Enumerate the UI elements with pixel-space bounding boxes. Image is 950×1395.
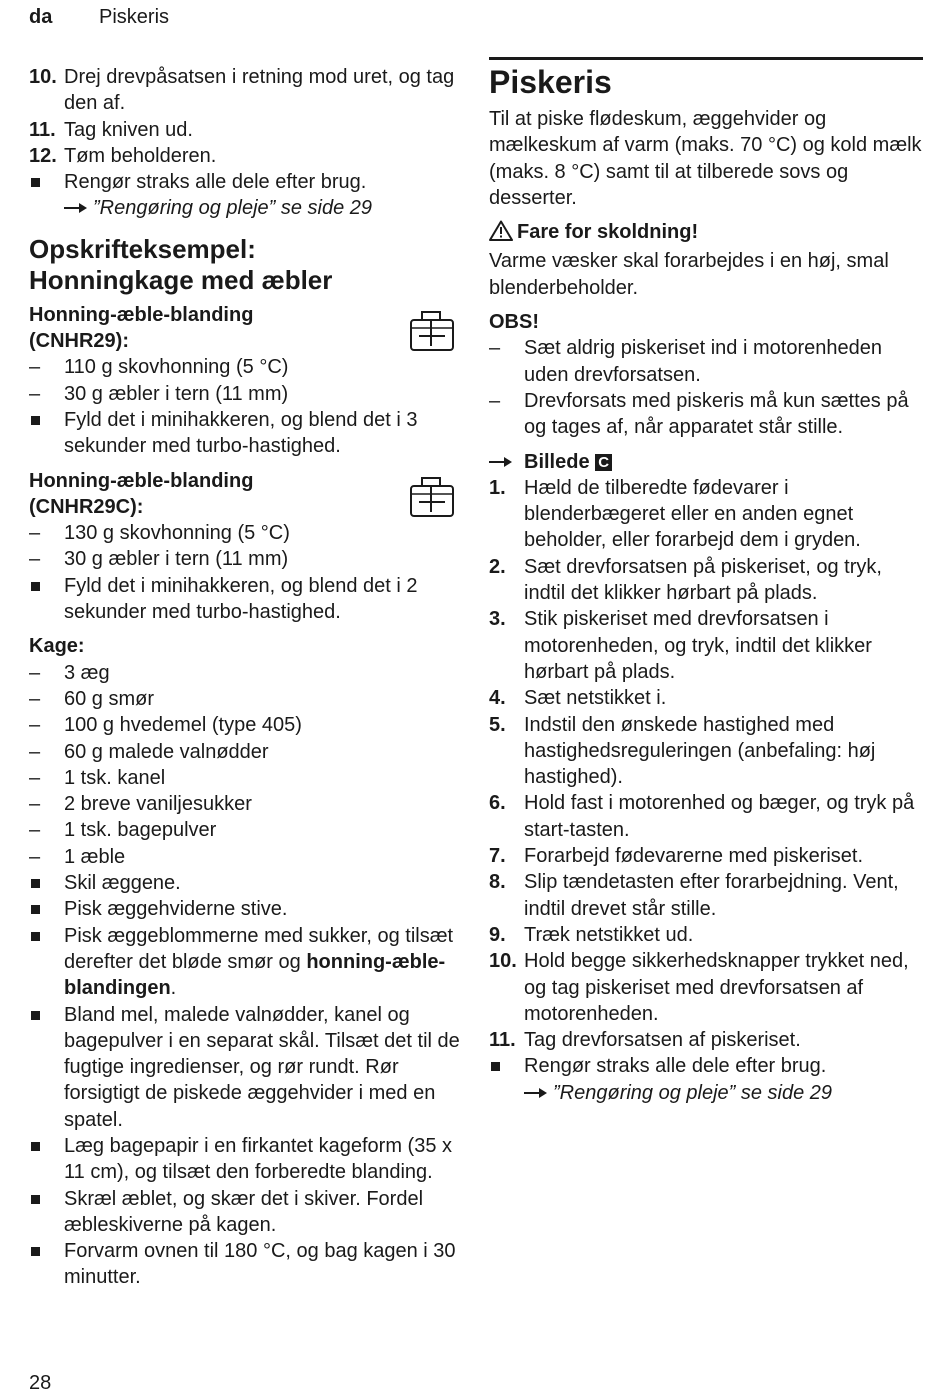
dash-marker: –	[29, 714, 41, 737]
ingredient-text: 1 æble	[64, 845, 126, 868]
ingredient-text: 30 g æbler i tern (11 mm)	[64, 548, 289, 571]
figure-reference	[489, 449, 924, 475]
step-text: Tøm beholderen.	[64, 144, 217, 167]
minichopper-icon	[409, 474, 455, 520]
step-number: 10.	[489, 950, 517, 973]
bullet-item	[29, 1133, 465, 1186]
step-text: Sæt netstikket i.	[524, 687, 667, 710]
mix2-section	[29, 468, 465, 626]
ingredient-text: 30 g æbler i tern (11 mm)	[64, 382, 289, 405]
ingredient-item	[29, 660, 465, 686]
ingredient-text: 60 g malede valnødder	[64, 740, 269, 763]
step-text: Indstil den ønskede hastighed med hastighedsreguleringen (anbefaling: høj hastighed).	[524, 713, 876, 789]
arrow-right-icon	[524, 1080, 553, 1106]
warning-heading	[489, 219, 924, 248]
square-bullet-icon	[31, 879, 40, 888]
bullet-text: Læg bagepapir i en firkantet kageform (35 x 11 cm), og tilsæt den forberedte blanding.	[64, 1134, 452, 1184]
obs-item	[489, 335, 924, 388]
square-bullet-icon	[31, 416, 40, 425]
dash-marker: –	[489, 337, 501, 360]
step-number: 11.	[489, 1029, 516, 1052]
obs-text: Sæt aldrig piskeriset ind i motorenheden uden drevforsatsen.	[524, 337, 882, 386]
step-number: 4.	[489, 687, 506, 710]
bullet-text: Forvarm ovnen til 180 °C, og bag kagen i 30 minutter.	[64, 1240, 456, 1289]
ingredient-item	[29, 546, 465, 572]
reference-text: ”Rengøring og pleje” se side 29	[93, 197, 373, 220]
step-1	[489, 475, 924, 554]
step-5	[489, 712, 924, 791]
step-4	[489, 685, 924, 711]
bullet-text: Fyld det i minihakkeren, og blend det i 3 sekunder med turbo-hastighed.	[64, 408, 418, 458]
cross-reference	[29, 195, 465, 221]
warning-title: Fare for skoldning!	[517, 221, 699, 244]
step-number: 3.	[489, 608, 506, 631]
bullet-item	[29, 573, 465, 626]
step-text: Hold begge sikkerhedsknapper trykket ned, og tag piskeriset med drevforsatsen af motorenheden.	[524, 950, 909, 1025]
ingredient-item	[29, 765, 465, 791]
left-column	[29, 64, 465, 1291]
section-rule	[489, 57, 923, 60]
dash-marker: –	[29, 793, 41, 816]
step-11	[489, 1027, 924, 1053]
step-number: 5.	[489, 713, 506, 736]
step-text: Tag kniven ud.	[64, 118, 193, 141]
bullet-item	[29, 1238, 465, 1291]
step-text: Sæt drevforsatsen på piskeriset, og tryk, indtil det klikker hørbart på plads.	[524, 555, 882, 605]
step-number: 8.	[489, 871, 506, 894]
step-text: Hæld de tilberedte fødevarer i blenderbægeret eller en anden egnet beholder, eller forarbejd dem i gryden.	[524, 476, 861, 552]
step-11	[29, 117, 465, 143]
mix1-title-line-1: Honning-æble-blanding	[29, 303, 254, 326]
minichopper-icon	[409, 308, 455, 354]
bullet-text: Rengør straks alle dele efter brug.	[524, 1055, 827, 1078]
step-number: 2.	[489, 555, 506, 578]
step-2	[489, 554, 924, 607]
ingredient-text: 110 g skovhonning (5 °C)	[64, 356, 289, 379]
step-8	[489, 869, 924, 922]
reference-text: ”Rengøring og pleje” se side 29	[553, 1081, 833, 1104]
step-number: 10.	[29, 66, 57, 88]
step-text: Hold fast i motorenhed og bæger, og tryk på start-tasten.	[524, 792, 915, 841]
square-bullet-icon	[31, 1011, 40, 1020]
arrow-right-icon	[489, 449, 524, 475]
ingredient-item	[29, 844, 465, 870]
dash-marker: –	[29, 356, 41, 379]
step-6	[489, 790, 924, 843]
step-number: 7.	[489, 845, 506, 868]
step-text: Slip tændetasten efter forarbejdning. Vent, indtil drevet står stille.	[524, 871, 899, 920]
ingredient-text: 2 breve vaniljesukker	[64, 793, 252, 816]
bullet-item	[29, 923, 465, 1002]
cake-title: Kage:	[29, 635, 85, 658]
step-9	[489, 922, 924, 948]
dash-marker: –	[29, 522, 41, 545]
ingredient-item	[29, 381, 465, 407]
mix1-section	[29, 302, 465, 460]
bullet-item	[29, 1002, 465, 1133]
step-number: 9.	[489, 923, 506, 946]
bullet-text: Rengør straks alle dele efter brug.	[64, 171, 367, 194]
bullet-item	[29, 407, 465, 460]
ingredient-text: 60 g smør	[64, 687, 155, 710]
bullet-text: Skræl æblet, og skær det i skiver. Fordel æbleskiverne på kagen.	[64, 1187, 424, 1236]
ingredient-text: 1 tsk. bagepulver	[64, 819, 217, 842]
step-number: 6.	[489, 792, 506, 815]
right-column	[489, 62, 924, 1106]
bullet-item	[489, 1053, 924, 1079]
dash-marker: –	[489, 389, 501, 412]
step-text: Forarbejd fødevarerne med piskeriset.	[524, 845, 864, 868]
step-10	[489, 948, 924, 1027]
bullet-item	[29, 896, 465, 922]
ingredient-item	[29, 712, 465, 738]
obs-text: Drevforsats med piskeris må kun sættes på og tages af, når apparatet står stille.	[524, 389, 909, 439]
recipe-title-line-2: Honningkage med æbler	[29, 264, 333, 295]
mix2-title-line-1: Honning-æble-blanding	[29, 469, 254, 492]
square-bullet-icon	[31, 932, 40, 941]
bullet-text-bold: honning-æble-blandingen	[64, 950, 446, 1000]
step-12	[29, 143, 465, 169]
square-bullet-icon	[31, 1247, 40, 1256]
dash-marker: –	[29, 766, 41, 789]
running-header	[29, 6, 170, 29]
step-7	[489, 843, 924, 869]
bullet-text: Fyld det i minihakkeren, og blend det i 2 sekunder med turbo-hastighed.	[64, 574, 418, 624]
square-bullet-icon	[31, 178, 40, 187]
mix2-title	[29, 468, 465, 521]
dash-marker: –	[29, 382, 41, 405]
mix2-title-line-2: (CNHR29C):	[29, 495, 144, 518]
square-bullet-icon	[31, 1195, 40, 1204]
figure-letter-badge: C	[595, 454, 612, 471]
bullet-text-end: .	[170, 977, 177, 1000]
dash-marker: –	[29, 845, 41, 868]
dash-marker: –	[29, 687, 41, 710]
step-text: Drej drevpåsatsen i retning mod uret, og tag den af.	[64, 66, 455, 115]
bullet-text: Pisk æggeblommerne med sukker, og tilsæt derefter det bløde smør og	[64, 924, 454, 973]
step-3	[489, 606, 924, 685]
ingredient-item	[29, 739, 465, 765]
dash-marker: –	[29, 740, 41, 763]
ingredient-item	[29, 817, 465, 843]
square-bullet-icon	[491, 1062, 500, 1071]
bullet-text: Pisk æggehviderne stive.	[64, 898, 288, 921]
ingredient-item	[29, 791, 465, 817]
mix1-title-line-2: (CNHR29):	[29, 330, 129, 353]
square-bullet-icon	[31, 1142, 40, 1151]
ingredient-item	[29, 686, 465, 712]
step-number: 1.	[489, 476, 506, 499]
step-number: 12.	[29, 144, 57, 167]
warning-text: Varme væsker skal forarbejdes i en høj, smal blenderbeholder.	[489, 250, 889, 299]
ingredient-item	[29, 520, 465, 546]
step-text: Tag drevforsatsen af piskeriset.	[524, 1029, 801, 1052]
step-number: 11.	[29, 118, 56, 141]
square-bullet-icon	[31, 582, 40, 591]
obs-heading: OBS!	[489, 311, 539, 334]
recipe-title-line-1: Opskrifteksempel:	[29, 233, 256, 264]
obs-item	[489, 388, 924, 441]
dash-marker: –	[29, 548, 41, 571]
step-10	[29, 64, 465, 117]
bullet-item	[29, 169, 465, 195]
cross-reference	[489, 1080, 924, 1106]
intro-text: Til at piske flødeskum, æggehvider og mælkeskum af varm (maks. 70 °C) og kold mælk (maks. 8 °C) samt til at tilberede sovs og desserter.	[489, 108, 922, 209]
bullet-item	[29, 1186, 465, 1239]
language-code: da	[29, 6, 53, 28]
bullet-item	[29, 870, 465, 896]
ingredient-text: 3 æg	[64, 661, 110, 684]
ingredient-text: 130 g skovhonning (5 °C)	[64, 522, 290, 545]
dash-marker: –	[29, 819, 41, 842]
mix1-title	[29, 302, 465, 355]
page-title: Piskeris	[489, 64, 612, 100]
arrow-right-icon	[64, 195, 93, 221]
figure-label: Billede	[524, 450, 590, 473]
step-text: Træk netstikket ud.	[524, 923, 694, 946]
page-number: 28	[29, 1372, 52, 1394]
dash-marker: –	[29, 661, 41, 684]
bullet-text: Bland mel, malede valnødder, kanel og bagepulver i en separat skål. Tilsæt det til de fugtige ingredienser, og rør rundt. Rør forsigtigt de piskede æggehvider i med en spatel.	[64, 1003, 460, 1131]
ingredient-item	[29, 354, 465, 380]
ingredient-text: 1 tsk. kanel	[64, 766, 166, 789]
recipe-title	[29, 234, 465, 296]
square-bullet-icon	[31, 905, 40, 914]
ingredient-text: 100 g hvedemel (type 405)	[64, 714, 302, 737]
bullet-text: Skil æggene.	[64, 872, 181, 895]
header-section-title: Piskeris	[99, 6, 170, 28]
warning-triangle-icon	[489, 220, 513, 248]
step-text: Stik piskeriset med drevforsatsen i motorenheden, og tryk, indtil det klikker hørbart på plads.	[524, 608, 872, 683]
